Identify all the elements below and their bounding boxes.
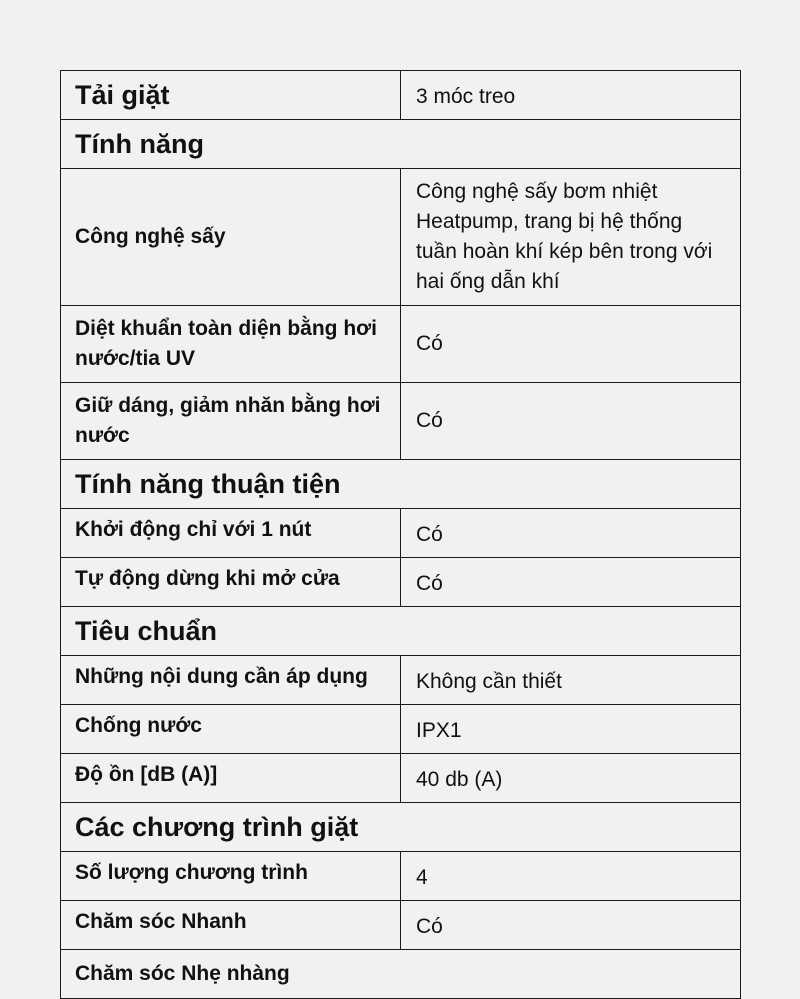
section-header-convenience [61,460,741,509]
row-label: Độ ồn [dB (A)] [61,754,401,803]
spec-row-one-touch [61,509,741,558]
section-title: Tính năng [61,120,741,169]
row-label: Số lượng chương trình [61,852,401,901]
spec-row-gentle-care [61,950,741,999]
row-label: Giữ dáng, giảm nhăn bằng hơi nước [61,383,401,460]
row-label: Diệt khuẩn toàn diện bằng hơi nước/tia UV [61,306,401,383]
row-value: 40 db (A) [401,754,741,803]
spec-row-drying-tech [61,169,741,306]
section-header-standards [61,607,741,656]
spec-row-auto-stop [61,558,741,607]
spec-row-wrinkle [61,383,741,460]
row-value: IPX1 [401,705,741,754]
spec-row-applicable [61,656,741,705]
spec-row-sterilization [61,306,741,383]
spec-row-waterproof [61,705,741,754]
section-header-programs [61,803,741,852]
row-value: Có [401,383,741,460]
section-title: Tiêu chuẩn [61,607,741,656]
row-label: Tự động dừng khi mở cửa [61,558,401,607]
row-value: 3 móc treo [401,71,741,120]
spec-table [60,70,741,999]
row-label: Chăm sóc Nhanh [61,901,401,950]
row-value: Công nghệ sấy bơm nhiệt Heatpump, trang bị hệ thống tuần hoàn khí kép bên trong với hai ống dẫn khí [401,169,741,306]
row-label: Khởi động chỉ với 1 nút [61,509,401,558]
row-value: Không cần thiết [401,656,741,705]
row-label: Công nghệ sấy [61,169,401,306]
row-value: Có [401,558,741,607]
row-value: Có [401,306,741,383]
row-value: Có [401,901,741,950]
spec-row-load [61,71,741,120]
spec-row-quick-care [61,901,741,950]
row-label: Những nội dung cần áp dụng [61,656,401,705]
row-value: Có [401,509,741,558]
section-title: Các chương trình giặt [61,803,741,852]
row-label: Chống nước [61,705,401,754]
row-value: 4 [401,852,741,901]
row-label: Chăm sóc Nhẹ nhàng [61,950,741,999]
section-title: Tính năng thuận tiện [61,460,741,509]
spec-row-noise [61,754,741,803]
spec-row-program-count [61,852,741,901]
section-header-features [61,120,741,169]
row-label: Tải giặt [61,71,401,120]
